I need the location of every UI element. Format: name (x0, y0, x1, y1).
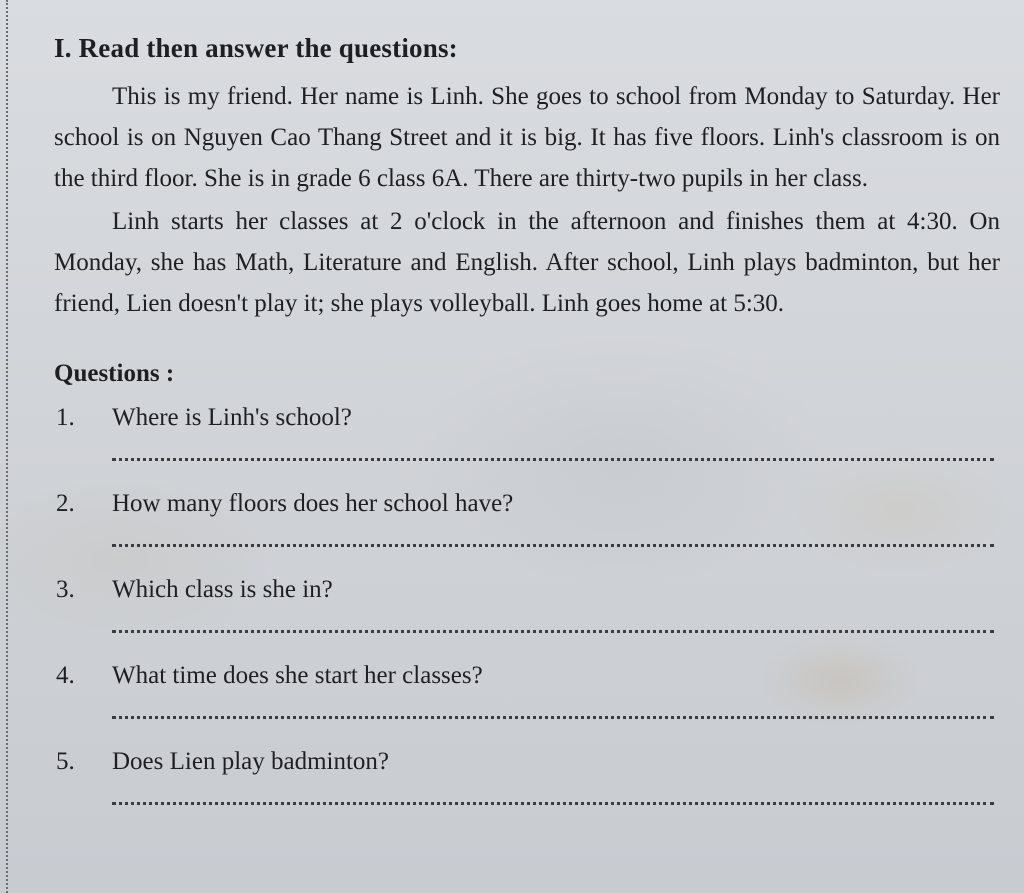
answer-line-4[interactable] (112, 716, 994, 719)
question-text: What time does she start her classes? (112, 662, 483, 689)
question-text: How many floors does her school have? (112, 490, 514, 517)
question-number: 2. (56, 490, 75, 517)
question-number: 1. (56, 404, 75, 431)
question-text: Which class is she in? (112, 576, 333, 603)
answer-line-1[interactable] (112, 458, 994, 461)
left-margin-dotted-line (6, 0, 8, 893)
question-number: 4. (56, 662, 75, 689)
answer-line-2[interactable] (112, 544, 994, 547)
question-item-2 (54, 486, 1000, 572)
section-title: I. Read then answer the questions: (54, 33, 458, 63)
question-list (54, 400, 1000, 830)
question-number: 5. (56, 748, 75, 775)
question-text: Where is Linh's school? (112, 404, 352, 431)
questions-heading: Questions : (54, 360, 175, 387)
question-item-1 (54, 400, 1000, 486)
worksheet-content (54, 28, 1000, 830)
reading-paragraph-2: Linh starts her classes at 2 o'clock in the afternoon and finishes them at 4:30. On Monday, she has Math, Literature and English. After school, Linh plays badminton, but her friend, Lien doesn't play it; she plays volleyball. Linh goes home at 5:30. (54, 208, 1000, 317)
question-item-3 (54, 572, 1000, 658)
question-text: Does Lien play badminton? (112, 748, 390, 775)
reading-paragraph-1: This is my friend. Her name is Linh. She goes to school from Monday to Saturday. Her school is on Nguyen Cao Thang Street and it is big. It has five floors. Linh's classroom is on the third floor. She is in grade 6 class 6A. There are thirty-two pupils in her class. (54, 83, 1000, 192)
question-number: 3. (56, 576, 75, 603)
question-item-5 (54, 744, 1000, 830)
question-item-4 (54, 658, 1000, 744)
answer-line-5[interactable] (112, 802, 994, 805)
answer-line-3[interactable] (112, 630, 994, 633)
